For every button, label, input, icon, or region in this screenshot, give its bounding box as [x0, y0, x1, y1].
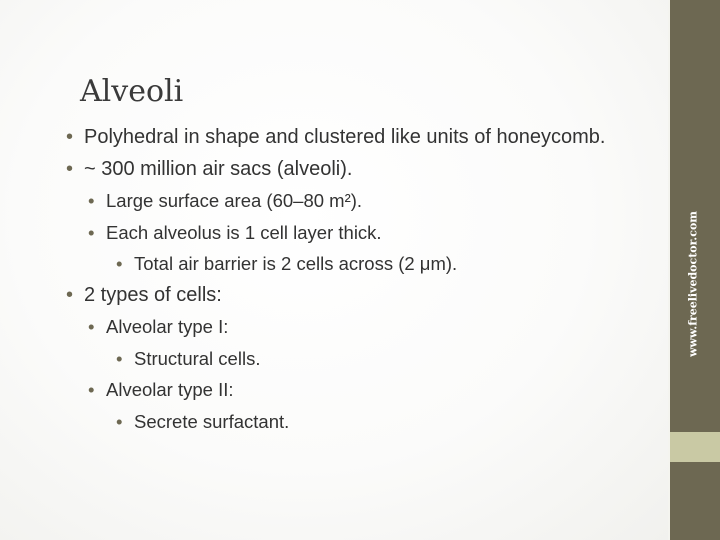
sidebar-band-accent	[668, 432, 720, 462]
sub-bullet-item: • Each alveolus is 1 cell layer thick.	[106, 217, 664, 249]
bullet-item: • Polyhedral in shape and clustered like units of honeycomb.	[84, 122, 664, 154]
sub-sub-bullet-item: • Secrete surfactant.	[134, 406, 664, 438]
bullet-list	[58, 122, 664, 437]
slide-title: Alveoli	[80, 74, 184, 109]
sidebar-band-bottom	[668, 462, 720, 540]
sub-sub-bullet-item: • Total air barrier is 2 cells across (2 μm).	[134, 248, 664, 280]
sub-bullet-item: • Alveolar type II:	[106, 374, 664, 406]
sidebar-divider	[668, 0, 670, 540]
sub-bullet-item: • Large surface area (60–80 m²).	[106, 185, 664, 217]
bullet-item: • ~ 300 million air sacs (alveoli).	[84, 154, 664, 186]
sub-sub-bullet-item: • Structural cells.	[134, 343, 664, 375]
bullet-item: • 2 types of cells:	[84, 280, 664, 312]
watermark-url: www.freelivedoctor.com	[686, 211, 700, 357]
sub-bullet-item: • Alveolar type I:	[106, 311, 664, 343]
